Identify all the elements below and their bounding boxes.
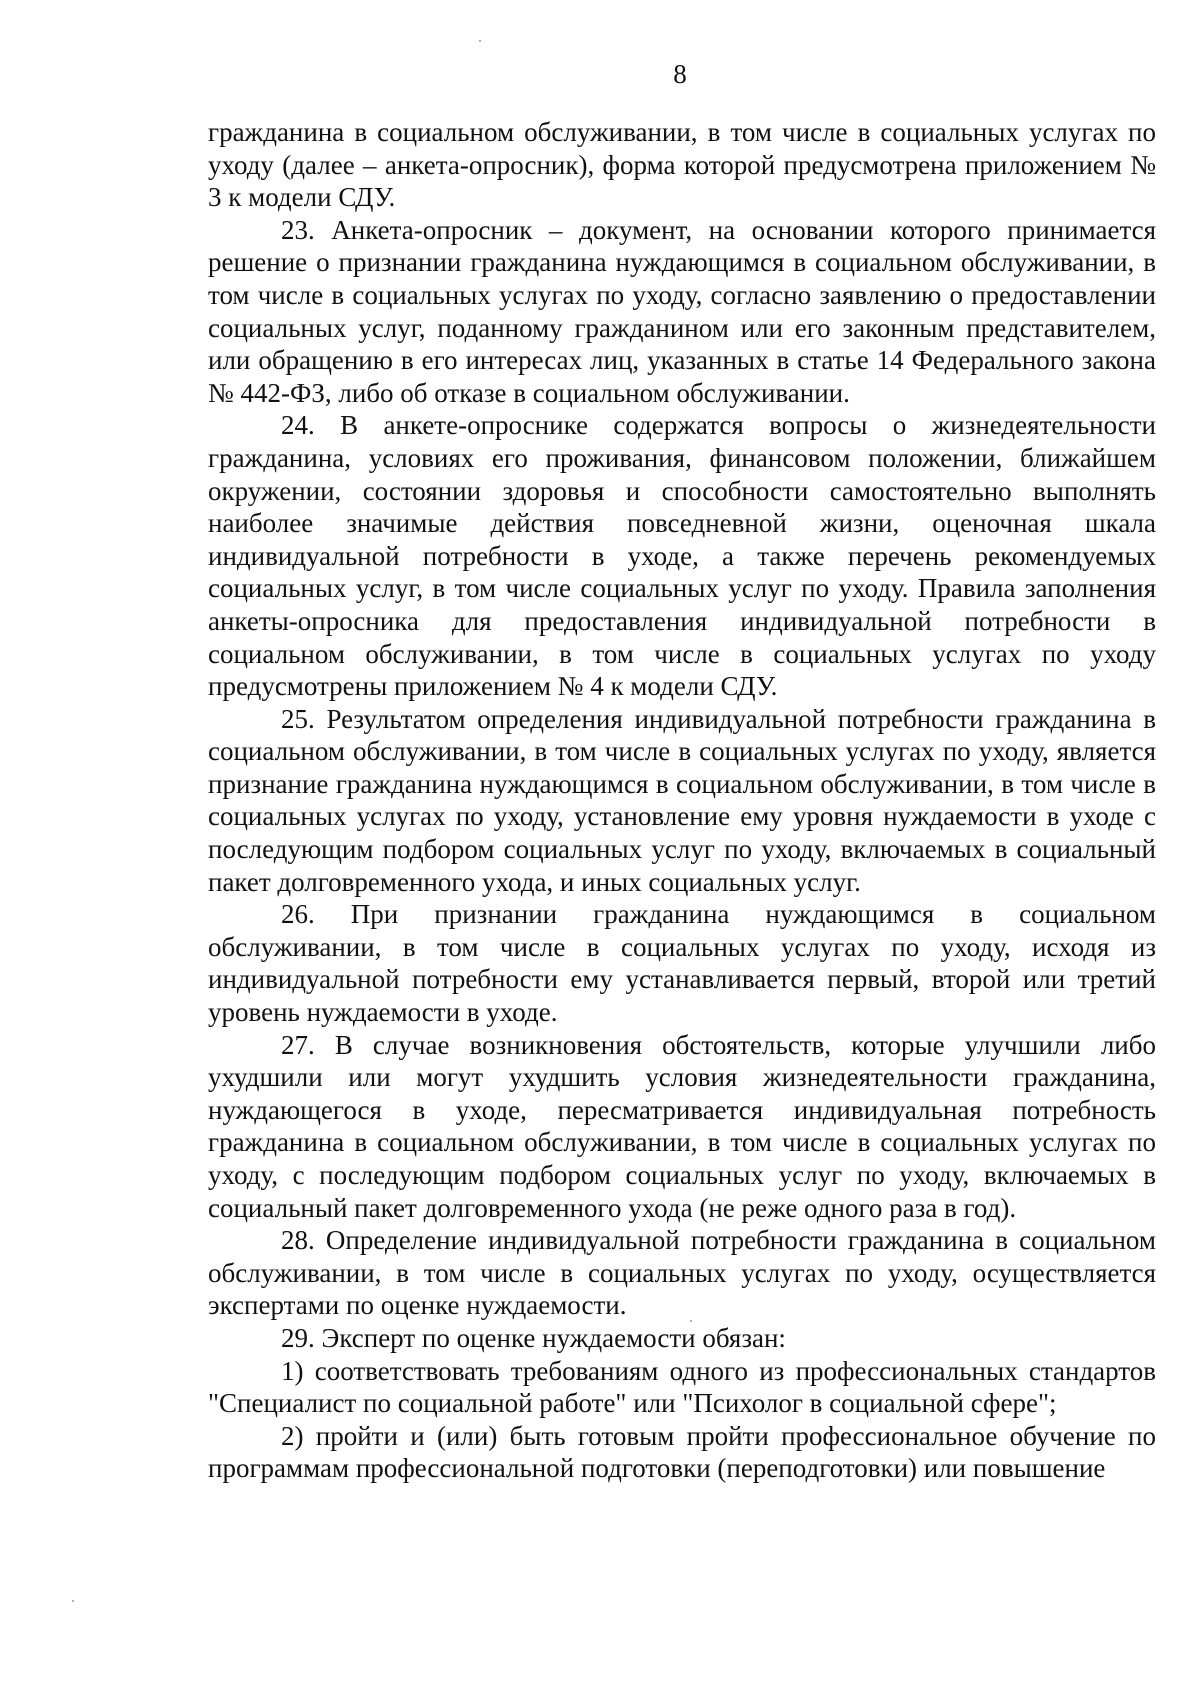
- list-item-1: 1) соответствовать требованиям одного из профессиональных стандартов "Специалист по социальной работе" или "Психолог в социальной сфере";: [208, 1355, 1156, 1419]
- paragraph-25: 25. Результатом определения индивидуальной потребности гражданина в социальном обслуживании, в том числе в социальных услугах по уходу, является признание гражданина нуждающимся в социальном обслуживании, в том числе в социальных услугах по уходу, установление ему уровня нуждаемости в уходе с последующим подбором социальных услуг по уходу, включаемых в социальный пакет долговременного ухода, и иных социальных услуг.: [208, 703, 1156, 897]
- paragraph-continuation: гражданина в социальном обслуживании, в том числе в социальных услугах по уходу (далее – анкета-опросник), форма которой предусмотрена приложением № 3 к модели СДУ.: [208, 117, 1156, 213]
- paragraph-23: 23. Анкета-опросник – документ, на основании которого принимается решение о признании гражданина нуждающимся в социальном обслуживании, в том числе в социальных услугах по уходу, согласно заявлению о предоставлении социальных услуг, поданному гражданином или его законным представителем, или обращению в его интересах лиц, указанных в статье 14 Федерального закона № 442-ФЗ, либо об отказе в социальном обслуживании.: [208, 214, 1156, 408]
- scan-speck: [72, 1600, 74, 1602]
- list-item-2: 2) пройти и (или) быть готовым пройти профессиональное обучение по программам профессиональной подготовки (переподготовки) или повышение: [208, 1420, 1156, 1484]
- paragraph-24: 24. В анкете-опроснике содержатся вопросы о жизнедеятельности гражданина, условиях его проживания, финансовом положении, ближайшем окружении, состоянии здоровья и способности самостоятельно выполнять наиболее значимые действия повседневной жизни, оценочная шкала индивидуальной потребности в уходе, а также перечень рекомендуемых социальных услуг, в том числе социальных услуг по уходу. Правила заполнения анкеты-опросника для предоставления индивидуальной потребности в социальном обслуживании, в том числе в социальных услугах по уходу предусмотрены приложением № 4 к модели СДУ.: [208, 410, 1156, 702]
- page-number: 8: [673, 59, 687, 89]
- document-body: [208, 116, 1156, 1485]
- paragraph-27: 27. В случае возникновения обстоятельств, которые улучшили либо ухудшили или могут ухудшить условия жизнедеятельности гражданина, нуждающегося в уходе, пересматривается индивидуальная потребность гражданина в социальном обслуживании, в том числе в социальных услугах по уходу, с последующим подбором социальных услуг по уходу, включаемых в социальный пакет долговременного ухода (не реже одного раза в год).: [208, 1029, 1156, 1223]
- paragraph-29: 29. Эксперт по оценке нуждаемости обязан:: [281, 1322, 786, 1353]
- scan-speck: [479, 40, 481, 42]
- paragraph-26: 26. При признании гражданина нуждающимся в социальном обслуживании, в том числе в социальных услугах по уходу, исходя из индивидуальной потребности ему устанавливается первый, второй или третий уровень нуждаемости в уходе.: [208, 899, 1156, 1028]
- paragraph-28: 28. Определение индивидуальной потребности гражданина в социальном обслуживании, в том числе в социальных услугах по уходу, осуществляется экспертами по оценке нуждаемости.: [208, 1225, 1156, 1321]
- scan-speck: [690, 1320, 692, 1322]
